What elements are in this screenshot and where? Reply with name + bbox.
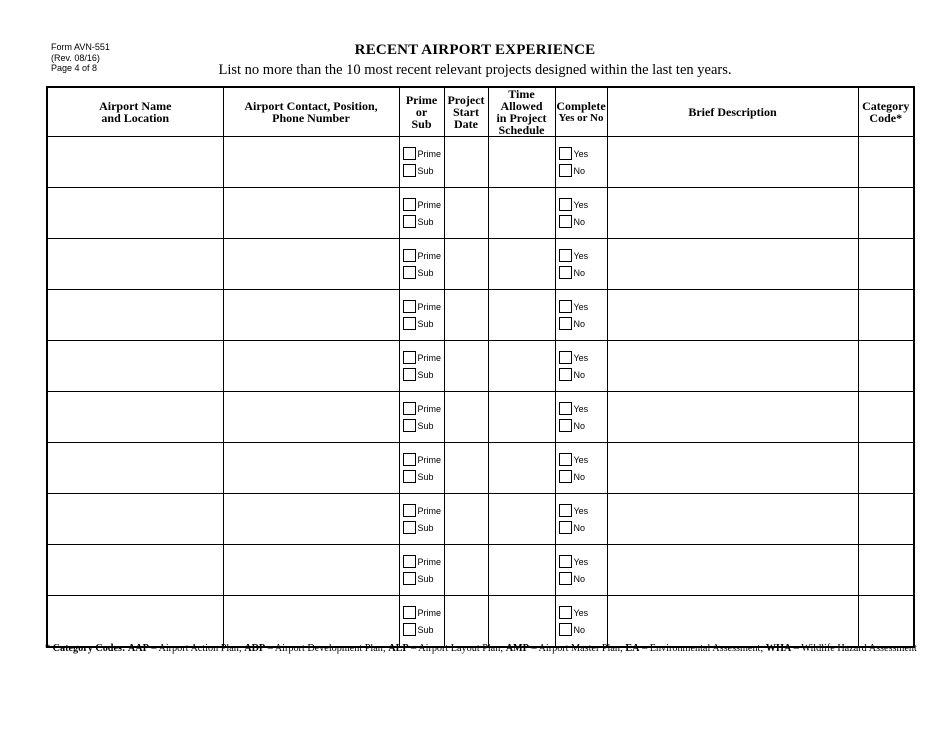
yes-label: Yes — [573, 148, 589, 159]
complete-cell — [555, 290, 607, 341]
prime-label: Prime — [417, 454, 442, 465]
category-separator: – — [528, 643, 539, 654]
complete-cell — [555, 392, 607, 443]
airport-contact-cell[interactable] — [223, 137, 399, 188]
description-cell[interactable] — [607, 443, 858, 494]
prime-label: Prime — [417, 403, 442, 414]
description-cell[interactable] — [607, 494, 858, 545]
category-code: ADP — [244, 643, 266, 654]
prime-option[interactable] — [403, 145, 444, 162]
yes-label: Yes — [573, 403, 589, 414]
sub-option[interactable] — [403, 519, 444, 536]
yes-label: Yes — [573, 199, 589, 210]
airport-contact-cell[interactable] — [223, 443, 399, 494]
airport-contact-cell[interactable] — [223, 290, 399, 341]
header-line: or — [415, 105, 428, 119]
description-cell[interactable] — [607, 290, 858, 341]
no-option[interactable] — [559, 621, 607, 638]
category-code-cell[interactable] — [858, 545, 914, 596]
no-option[interactable] — [559, 162, 607, 179]
time-allowed-cell[interactable] — [488, 137, 555, 188]
sub-label: Sub — [417, 522, 434, 533]
header-start-date — [444, 87, 488, 137]
prime-sub-cell — [399, 392, 444, 443]
prime-checkbox[interactable] — [403, 606, 416, 619]
header-line: Prime — [405, 93, 438, 107]
sub-option[interactable] — [403, 621, 444, 638]
category-code-cell[interactable] — [858, 290, 914, 341]
prime-label: Prime — [417, 250, 442, 261]
no-checkbox[interactable] — [559, 521, 572, 534]
complete-cell — [555, 341, 607, 392]
yes-option[interactable] — [559, 400, 607, 417]
page-instructions: List no more than the 10 most recent relevant projects designed within the last ten years. — [218, 62, 732, 78]
header-line: Time Allowed — [500, 87, 543, 113]
yes-checkbox[interactable] — [559, 198, 572, 211]
prime-option[interactable] — [403, 604, 444, 621]
time-allowed-cell[interactable] — [488, 596, 555, 648]
no-label: No — [573, 573, 586, 584]
yes-label: Yes — [573, 505, 589, 516]
table-row — [47, 188, 914, 239]
airport-name-cell[interactable] — [47, 188, 223, 239]
category-code-cell[interactable] — [858, 392, 914, 443]
sub-label: Sub — [417, 165, 434, 176]
table-row — [47, 596, 914, 648]
no-label: No — [573, 471, 586, 482]
no-option[interactable] — [559, 366, 607, 383]
category-code: WHA — [765, 643, 792, 654]
category-separator: – — [639, 643, 650, 654]
sub-option[interactable] — [403, 366, 444, 383]
airport-name-cell[interactable] — [47, 392, 223, 443]
prime-label: Prime — [417, 301, 442, 312]
prime-checkbox[interactable] — [403, 249, 416, 262]
category-code: EA — [625, 643, 640, 654]
no-checkbox[interactable] — [559, 572, 572, 585]
time-allowed-cell[interactable] — [488, 392, 555, 443]
experience-table — [46, 86, 915, 648]
airport-contact-cell[interactable] — [223, 188, 399, 239]
header-prime-sub — [399, 87, 444, 137]
no-option[interactable] — [559, 468, 607, 485]
sub-checkbox[interactable] — [403, 623, 416, 636]
no-checkbox[interactable] — [559, 317, 572, 330]
category-separator: – — [148, 643, 159, 654]
no-option[interactable] — [559, 570, 607, 587]
sub-label: Sub — [417, 318, 434, 329]
yes-option[interactable] — [559, 604, 607, 621]
no-option[interactable] — [559, 315, 607, 332]
no-option[interactable] — [559, 417, 607, 434]
time-allowed-cell[interactable] — [488, 545, 555, 596]
header-complete — [555, 87, 607, 137]
sub-option[interactable] — [403, 468, 444, 485]
prime-checkbox[interactable] — [403, 555, 416, 568]
prime-checkbox[interactable] — [403, 351, 416, 364]
no-checkbox[interactable] — [559, 266, 572, 279]
header-description — [607, 87, 858, 137]
airport-name-cell[interactable] — [47, 545, 223, 596]
header-contact — [223, 87, 399, 137]
category-code-cell[interactable] — [858, 188, 914, 239]
table-row — [47, 137, 914, 188]
category-separator: – — [791, 643, 802, 654]
time-allowed-cell[interactable] — [488, 494, 555, 545]
prime-sub-cell — [399, 239, 444, 290]
sub-checkbox[interactable] — [403, 266, 416, 279]
prime-option[interactable] — [403, 247, 444, 264]
header-line: Phone Number — [272, 111, 350, 125]
yes-option[interactable] — [559, 451, 607, 468]
category-meaning: Airport Development Plan; — [274, 643, 386, 654]
time-allowed-cell[interactable] — [488, 188, 555, 239]
header-line: in Project — [496, 111, 547, 125]
complete-cell — [555, 239, 607, 290]
category-code-cell[interactable] — [858, 443, 914, 494]
table-row — [47, 545, 914, 596]
no-checkbox[interactable] — [559, 623, 572, 636]
complete-cell — [555, 443, 607, 494]
table-row — [47, 392, 914, 443]
no-checkbox[interactable] — [559, 470, 572, 483]
prime-sub-cell — [399, 545, 444, 596]
sub-checkbox[interactable] — [403, 317, 416, 330]
table-row — [47, 239, 914, 290]
category-meaning: Airport Layout Plan; — [418, 643, 504, 654]
start-date-cell[interactable] — [444, 545, 488, 596]
header-line: Airport Contact, Position, — [244, 99, 378, 113]
no-label: No — [573, 216, 586, 227]
yes-option[interactable] — [559, 196, 607, 213]
table-row — [47, 443, 914, 494]
no-label: No — [573, 522, 586, 533]
prime-label: Prime — [417, 607, 442, 618]
sub-label: Sub — [417, 369, 434, 380]
yes-label: Yes — [573, 607, 589, 618]
table-row — [47, 290, 914, 341]
category-code-cell[interactable] — [858, 494, 914, 545]
prime-option[interactable] — [403, 451, 444, 468]
sub-checkbox[interactable] — [403, 419, 416, 432]
header-line: Date — [454, 117, 478, 131]
prime-option[interactable] — [403, 502, 444, 519]
category-separator: – — [265, 643, 275, 654]
prime-sub-cell — [399, 137, 444, 188]
start-date-cell[interactable] — [444, 137, 488, 188]
sub-label: Sub — [417, 624, 434, 635]
prime-checkbox[interactable] — [403, 453, 416, 466]
sub-checkbox[interactable] — [403, 368, 416, 381]
sub-option[interactable] — [403, 417, 444, 434]
start-date-cell[interactable] — [444, 239, 488, 290]
form-revision: (Rev. 08/16) — [51, 52, 100, 63]
yes-label: Yes — [573, 454, 589, 465]
yes-option[interactable] — [559, 298, 607, 315]
complete-cell — [555, 188, 607, 239]
category-meaning: Wildlife Hazard Assessment — [801, 643, 917, 654]
prime-sub-cell — [399, 188, 444, 239]
yes-checkbox[interactable] — [559, 453, 572, 466]
airport-contact-cell[interactable] — [223, 341, 399, 392]
prime-label: Prime — [417, 556, 442, 567]
prime-checkbox[interactable] — [403, 402, 416, 415]
no-option[interactable] — [559, 519, 607, 536]
header-line: Yes or No — [558, 112, 604, 124]
complete-cell — [555, 494, 607, 545]
time-allowed-cell[interactable] — [488, 443, 555, 494]
sub-checkbox[interactable] — [403, 470, 416, 483]
legend-lead: * Category Codes: — [45, 643, 126, 654]
header-line: Start — [453, 105, 479, 119]
airport-name-cell[interactable] — [47, 137, 223, 188]
airport-name-cell[interactable] — [47, 494, 223, 545]
yes-checkbox[interactable] — [559, 555, 572, 568]
no-option[interactable] — [559, 213, 607, 230]
prime-sub-cell — [399, 290, 444, 341]
sub-checkbox[interactable] — [403, 164, 416, 177]
prime-option[interactable] — [403, 196, 444, 213]
airport-contact-cell[interactable] — [223, 239, 399, 290]
sub-label: Sub — [417, 267, 434, 278]
header-line: Complete — [556, 99, 606, 113]
no-option[interactable] — [559, 264, 607, 281]
category-separator: – — [408, 643, 419, 654]
table-row — [47, 494, 914, 545]
header-line: Airport Name — [99, 99, 172, 113]
prime-option[interactable] — [403, 349, 444, 366]
sub-label: Sub — [417, 471, 434, 482]
airport-name-cell[interactable] — [47, 290, 223, 341]
prime-sub-cell — [399, 443, 444, 494]
prime-sub-cell — [399, 494, 444, 545]
prime-checkbox[interactable] — [403, 504, 416, 517]
start-date-cell[interactable] — [444, 443, 488, 494]
airport-name-cell[interactable] — [47, 596, 223, 648]
yes-label: Yes — [573, 352, 589, 363]
start-date-cell[interactable] — [444, 188, 488, 239]
prime-checkbox[interactable] — [403, 147, 416, 160]
description-cell[interactable] — [607, 239, 858, 290]
start-date-cell[interactable] — [444, 290, 488, 341]
airport-name-cell[interactable] — [47, 239, 223, 290]
page-number: Page 4 of 8 — [51, 63, 98, 73]
category-code: AMP — [505, 643, 529, 654]
airport-contact-cell[interactable] — [223, 545, 399, 596]
complete-cell — [555, 545, 607, 596]
description-cell[interactable] — [607, 596, 858, 648]
no-label: No — [573, 420, 586, 431]
yes-option[interactable] — [559, 349, 607, 366]
header-line: Category — [862, 99, 910, 113]
sub-option[interactable] — [403, 264, 444, 281]
no-label: No — [573, 165, 586, 176]
category-code: ALP — [388, 643, 409, 654]
yes-checkbox[interactable] — [559, 249, 572, 262]
no-checkbox[interactable] — [559, 164, 572, 177]
start-date-cell[interactable] — [444, 596, 488, 648]
start-date-cell[interactable] — [444, 341, 488, 392]
prime-option[interactable] — [403, 400, 444, 417]
description-cell[interactable] — [607, 341, 858, 392]
yes-checkbox[interactable] — [559, 504, 572, 517]
start-date-cell[interactable] — [444, 494, 488, 545]
header-airport-name — [47, 87, 223, 137]
prime-label: Prime — [417, 148, 442, 159]
yes-label: Yes — [573, 556, 589, 567]
header-line: Sub — [411, 117, 432, 131]
time-allowed-cell[interactable] — [488, 341, 555, 392]
table-header-row — [47, 87, 914, 137]
page-title: RECENT AIRPORT EXPERIENCE — [354, 42, 596, 58]
no-label: No — [573, 369, 586, 380]
category-meaning: Environmental Assessment; — [649, 643, 764, 654]
description-cell[interactable] — [607, 137, 858, 188]
no-label: No — [573, 624, 586, 635]
header-category — [858, 87, 914, 137]
category-code-cell[interactable] — [858, 341, 914, 392]
complete-cell — [555, 596, 607, 648]
header-line: and Location — [101, 111, 170, 125]
description-cell[interactable] — [607, 545, 858, 596]
complete-cell — [555, 137, 607, 188]
prime-sub-cell — [399, 596, 444, 648]
category-code-cell[interactable] — [858, 596, 914, 648]
category-meaning: Airport Master Plan; — [538, 643, 623, 654]
sub-checkbox[interactable] — [403, 521, 416, 534]
airport-contact-cell[interactable] — [223, 392, 399, 443]
sub-checkbox[interactable] — [403, 572, 416, 585]
yes-label: Yes — [573, 250, 589, 261]
category-meaning: Airport Action Plan; — [158, 643, 242, 654]
yes-checkbox[interactable] — [559, 147, 572, 160]
yes-label: Yes — [573, 301, 589, 312]
yes-checkbox[interactable] — [559, 606, 572, 619]
sub-option[interactable] — [403, 570, 444, 587]
sub-checkbox[interactable] — [403, 215, 416, 228]
table-row — [47, 341, 914, 392]
start-date-cell[interactable] — [444, 392, 488, 443]
prime-checkbox[interactable] — [403, 198, 416, 211]
prime-label: Prime — [417, 352, 442, 363]
sub-label: Sub — [417, 420, 434, 431]
time-allowed-cell[interactable] — [488, 290, 555, 341]
no-checkbox[interactable] — [559, 419, 572, 432]
prime-sub-cell — [399, 341, 444, 392]
no-label: No — [573, 318, 586, 329]
prime-label: Prime — [417, 505, 442, 516]
airport-contact-cell[interactable] — [223, 596, 399, 648]
no-label: No — [573, 267, 586, 278]
yes-option[interactable] — [559, 502, 607, 519]
prime-option[interactable] — [403, 298, 444, 315]
yes-option[interactable] — [559, 247, 607, 264]
prime-checkbox[interactable] — [403, 300, 416, 313]
sub-option[interactable] — [403, 315, 444, 332]
category-code: AAP — [127, 643, 149, 654]
sub-label: Sub — [417, 573, 434, 584]
description-cell[interactable] — [607, 392, 858, 443]
prime-label: Prime — [417, 199, 442, 210]
yes-option[interactable] — [559, 145, 607, 162]
sub-label: Sub — [417, 216, 434, 227]
header-line: Code* — [869, 111, 903, 125]
no-checkbox[interactable] — [559, 215, 572, 228]
sub-option[interactable] — [403, 162, 444, 179]
time-allowed-cell[interactable] — [488, 239, 555, 290]
description-cell[interactable] — [607, 188, 858, 239]
header-line: Schedule — [498, 123, 545, 137]
yes-checkbox[interactable] — [559, 300, 572, 313]
sub-option[interactable] — [403, 213, 444, 230]
airport-name-cell[interactable] — [47, 443, 223, 494]
category-codes-legend — [45, 643, 935, 654]
yes-checkbox[interactable] — [559, 402, 572, 415]
header-line: Brief Description — [688, 105, 777, 119]
yes-option[interactable] — [559, 553, 607, 570]
header-line: Project — [447, 93, 485, 107]
header-time-allowed — [488, 87, 555, 137]
category-code-cell[interactable] — [858, 137, 914, 188]
airport-name-cell[interactable] — [47, 341, 223, 392]
form-number: Form AVN-551 — [51, 42, 110, 52]
category-code-cell[interactable] — [858, 239, 914, 290]
yes-checkbox[interactable] — [559, 351, 572, 364]
no-checkbox[interactable] — [559, 368, 572, 381]
prime-option[interactable] — [403, 553, 444, 570]
airport-contact-cell[interactable] — [223, 494, 399, 545]
